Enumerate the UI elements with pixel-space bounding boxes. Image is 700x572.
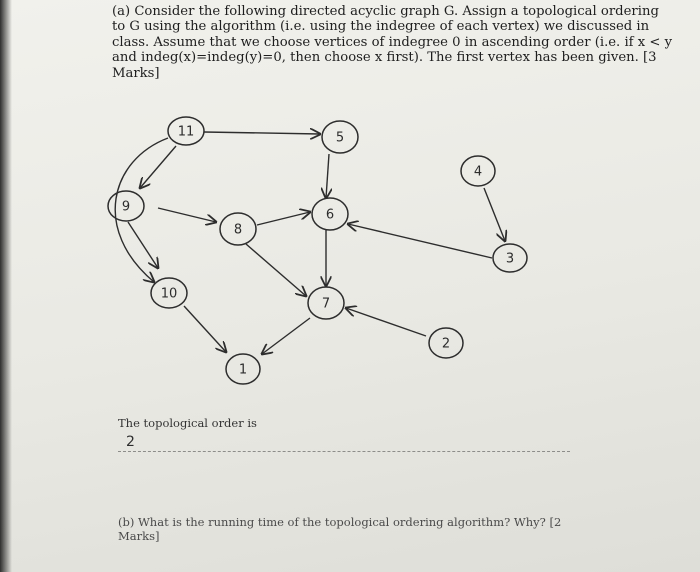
- question-a-line: and indeg(x)=indeg(y)=0, then choose x first). The first vertex has been given. [3: [112, 50, 657, 66]
- question-a-line: Marks]: [112, 65, 160, 81]
- edge-10-1: [184, 306, 226, 352]
- edge-9-8: [158, 208, 216, 222]
- edge-11-9: [140, 146, 176, 188]
- edge-8-7: [246, 244, 306, 296]
- edge-7-1: [262, 318, 310, 354]
- node-4-label: 4: [473, 164, 483, 180]
- node-9-label: 9: [121, 199, 131, 215]
- edge-8-6: [257, 212, 310, 225]
- edge-11-5: [204, 132, 320, 134]
- question-a-line: class. Assume that we choose vertices of indegree 0 in ascending order (i.e. if x < y: [112, 34, 673, 50]
- question-a-line: (a) Consider the following directed acyclic graph G. Assign a topological ordering: [112, 4, 659, 19]
- question-b: [118, 515, 608, 543]
- node-11-label: 11: [177, 124, 195, 140]
- edge-4-3: [484, 188, 505, 241]
- edge-5-6: [326, 154, 329, 198]
- edge-3-6: [348, 224, 492, 258]
- question-a-line: to G using the algorithm (i.e. using the indegree of each vertex) we discussed in: [112, 19, 650, 35]
- node-6-label: 6: [325, 207, 335, 223]
- node-3-label: 3: [505, 251, 515, 267]
- node-2-label: 2: [441, 336, 451, 352]
- node-10-label: 10: [160, 286, 178, 302]
- question-b-line: (b) What is the running time of the topological ordering algorithm? Why? [2: [118, 515, 562, 529]
- answer-blank-line: [118, 451, 570, 452]
- node-8-label: 8: [233, 222, 243, 238]
- topological-order-label: The topological order is: [118, 416, 257, 430]
- edge-9-10: [128, 222, 158, 268]
- question-b-line: Marks]: [118, 529, 160, 543]
- node-1-label: 1: [238, 362, 248, 378]
- edge-2-7: [346, 308, 426, 336]
- node-5-label: 5: [335, 130, 345, 146]
- topological-order-answer: 2: [126, 434, 135, 450]
- node-7-label: 7: [321, 296, 331, 312]
